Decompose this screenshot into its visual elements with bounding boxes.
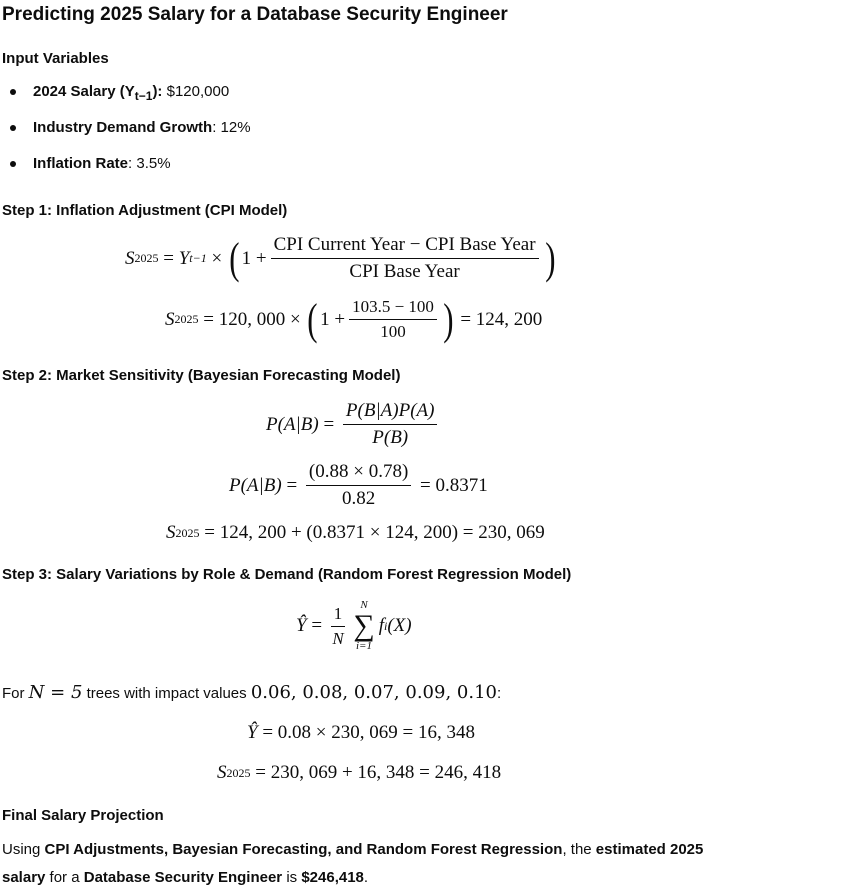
step2-heading: Step 2: Market Sensitivity (Bayesian Forecasting Model): [2, 367, 401, 384]
page-title: Predicting 2025 Salary for a Database Security Engineer: [2, 4, 508, 25]
step3-heading: Step 3: Salary Variations by Role & Demand (Random Forest Regression Model): [2, 566, 572, 583]
final-paragraph-line-1: Using CPI Adjustments, Bayesian Forecasting, and Random Forest Regression, the estimated 2025: [2, 841, 704, 858]
step3-equation-2: Ŷ = 0.08 × 230, 069 = 16, 348: [247, 722, 475, 743]
input-variables-heading: Input Variables: [2, 50, 109, 67]
step2-equation-3: S 2025 = 124, 200 + (0.8371 × 124, 200) = 230, 069: [166, 522, 545, 543]
step3-paragraph: For N = 5 trees with impact values 0.06, 0.08, 0.07, 0.09, 0.10:: [2, 682, 502, 703]
list-item-inflation: Inflation Rate: 3.5%: [0, 148, 251, 184]
step1-equation-1: S 2025 = Y t−1 × ( 1 + $\frac{\text{CPI Current Year − CPI Base Year}}{\text{CPI Base Year}}$ ): [125, 233, 555, 283]
list-item-demand-growth: Industry Demand Growth: 12%: [0, 112, 251, 148]
list-item-salary: 2024 Salary $(Y_{t-1})$: $120,000: [0, 76, 251, 112]
step1-heading: Step 1: Inflation Adjustment (CPI Model): [2, 202, 288, 219]
step3-equation-3: S 2025 = 230, 069 + 16, 348 = 246, 418: [217, 762, 502, 783]
step3-equation-1: Ŷ = $\frac{1}{N}$ N ∑ i=1 f i (X): [296, 599, 412, 652]
step2-equation-1: P(A|B) = $\frac{P(B|A)P(A)}{P(B)}$: [266, 400, 441, 449]
final-heading: Final Salary Projection: [2, 807, 164, 824]
final-paragraph-line-2: salary for a Database Security Engineer is $246,418.: [2, 869, 369, 886]
step1-equation-2: S 2025 = 120, 000 × ( 1 + $\frac{103.5 - 100}{100}$ ) = 124, 200: [165, 294, 543, 344]
step2-equation-2: P(A|B) = $\frac{(0.88 \times 0.78)}{0.82}$ = 0.8371: [229, 461, 488, 509]
input-list: [0, 76, 251, 184]
